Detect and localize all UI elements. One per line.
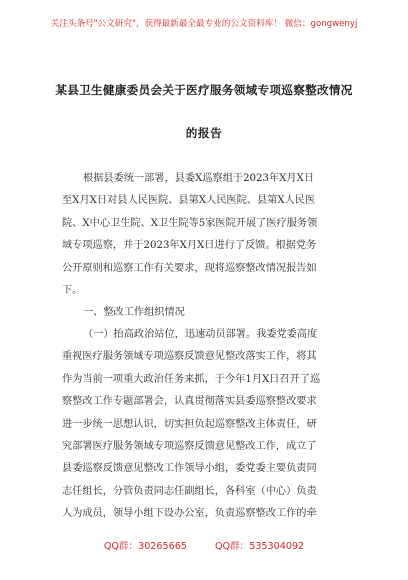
paragraph-line: 公开原则和巡察工作有关要求，现将巡察整改情况报告如: [62, 262, 317, 274]
paragraph-line: 院、X中心卫生院、X卫生院等5家医院开展了医疗服务领: [62, 217, 318, 229]
intro-paragraph: [62, 168, 352, 325]
paragraph-line: 至X月X日对县人民医院、县第X人民医院、县第X人民医: [62, 195, 316, 207]
paragraph-line: 下。: [62, 285, 83, 297]
document-title-line2: 的报告: [185, 126, 223, 140]
section-paragraph: [62, 324, 352, 526]
qq-group-2: QQ群：535304092: [214, 541, 305, 552]
paragraph-line: 察整改工作专题部署会，认真贯彻落实县委巡察整改要求: [62, 396, 317, 408]
paragraph-line: 人为成员，领导小组下设办公室，负责巡察整改工作的牵: [62, 508, 317, 520]
document-title-line1: 某县卫生健康委员会关于医疗服务领域专项巡察整改情况: [55, 83, 353, 97]
paragraph-line: 进一步统一思想认识，切实担负起巡察整改主体责任，研: [62, 418, 317, 430]
promo-banner: 关注头条号"公文研究"，获得最新最全最专业的公文资料库！ 微信：gongwenyj: [50, 19, 358, 29]
paragraph-line: 域专项巡察，并于2023年X月X日进行了反馈。根据党务: [62, 240, 317, 252]
paragraph-line: 重视医疗服务领域专项巡察反馈意见整改落实工作，将其: [62, 351, 317, 363]
section-heading: 一、整改工作组织情况: [83, 307, 185, 319]
paragraph-line: 志任组长，分管负责同志任副组长，各科室（中心）负责: [62, 485, 317, 497]
paragraph-line: 究部署医疗服务领域专项巡察反馈意见整改工作，成立了: [62, 441, 317, 453]
footer-contact: [0, 538, 408, 552]
paragraph-line: 县委巡察反馈意见整改工作领导小组，委党委主要负责同: [62, 463, 317, 475]
paragraph-line: 作为当前一项重大政治任务来抓，于今年1月X日召开了巡: [62, 373, 321, 385]
paragraph-line: 根据县委统一部署，县委X巡察组于2023年X月X日: [83, 173, 315, 184]
qq-group-1: QQ群：30265665: [103, 541, 187, 552]
paragraph-line: （一）抬高政治站位，迅速动员部署。我委党委高度: [83, 329, 318, 340]
